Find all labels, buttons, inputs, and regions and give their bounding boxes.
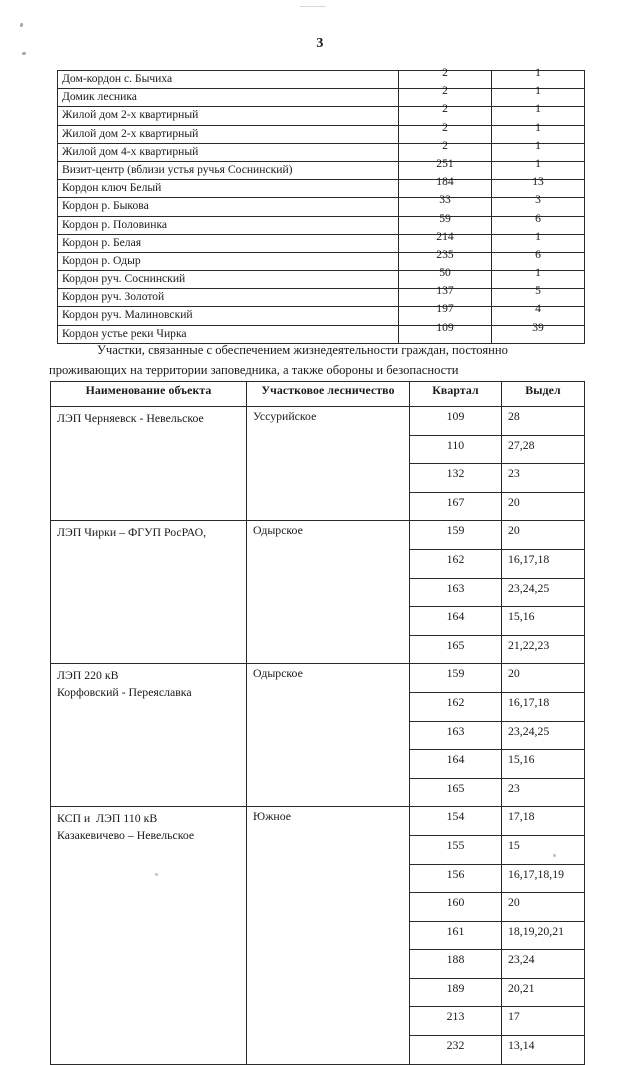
plot-cell: 23 bbox=[502, 464, 585, 493]
scan-edge-artifact bbox=[300, 6, 326, 7]
quarter-cell: 164 bbox=[410, 750, 502, 779]
quarter-cell: 163 bbox=[410, 578, 502, 607]
table-row bbox=[58, 125, 585, 143]
object-name-line: ЛЭП Чирки – ФГУП РосРАО, bbox=[57, 525, 207, 540]
quarter-cell: 189 bbox=[410, 978, 502, 1007]
table-row bbox=[51, 664, 585, 693]
cell-value: 1 bbox=[535, 84, 541, 98]
cell-value: 6 bbox=[535, 247, 541, 261]
facility-name-cell: Кордон р. Одыр bbox=[58, 252, 399, 270]
cell-value: 1 bbox=[535, 156, 541, 170]
table-row bbox=[58, 143, 585, 161]
table-row bbox=[58, 252, 585, 270]
table-row bbox=[58, 161, 585, 179]
quarter-cell: 110 bbox=[410, 435, 502, 464]
object-name-cell bbox=[51, 807, 247, 1064]
column-header-quarter: Квартал bbox=[410, 382, 502, 407]
table-row bbox=[51, 521, 585, 550]
object-name-cell bbox=[51, 521, 247, 664]
plot-cell: 20 bbox=[502, 664, 585, 693]
table-row bbox=[58, 180, 585, 198]
cell-value: 6 bbox=[535, 211, 541, 225]
quarter-cell: 161 bbox=[410, 921, 502, 950]
facilities-table bbox=[57, 66, 585, 344]
plot-cell: 23,24 bbox=[502, 950, 585, 979]
scan-speckle bbox=[19, 23, 23, 28]
cell-value: 4 bbox=[535, 302, 541, 316]
object-name-cell bbox=[51, 664, 247, 807]
table-row bbox=[58, 271, 585, 289]
facility-name-cell: Жилой дом 4-х квартирный bbox=[58, 143, 399, 161]
facility-name-cell: Кордон руч. Золотой bbox=[58, 289, 399, 307]
cell-value: 3 bbox=[535, 193, 541, 207]
plot-cell: 28 bbox=[502, 407, 585, 436]
column-header-forestry: Участковое лесничество bbox=[247, 382, 410, 407]
table-row bbox=[58, 234, 585, 252]
table-row bbox=[58, 307, 585, 325]
facility-name-cell: Кордон устье реки Чирка bbox=[58, 325, 399, 343]
plot-cell: 23 bbox=[502, 778, 585, 807]
cell-value: 1 bbox=[535, 266, 541, 280]
forestry-name-cell: Южное bbox=[247, 807, 410, 1064]
facility-name-cell: Кордон ключ Белый bbox=[58, 180, 399, 198]
utility-lines-table-body bbox=[51, 407, 585, 1065]
forestry-name-cell: Уссурийское bbox=[247, 407, 410, 521]
cell-value: 1 bbox=[535, 120, 541, 134]
facility-name-cell: Домик лесника bbox=[58, 89, 399, 107]
plot-cell: 15 bbox=[502, 835, 585, 864]
cell-value: 39 bbox=[532, 320, 544, 334]
object-name-cell bbox=[51, 407, 247, 521]
cell-value: 251 bbox=[436, 156, 454, 170]
plot-cell: 15,16 bbox=[502, 607, 585, 636]
cell-value: 1 bbox=[535, 229, 541, 243]
utility-lines-table-head bbox=[51, 382, 585, 407]
plot-cell: 20,21 bbox=[502, 978, 585, 1007]
facility-name-cell: Кордон р. Быкова bbox=[58, 198, 399, 216]
cell-value: 1 bbox=[535, 102, 541, 116]
quarter-cell: 155 bbox=[410, 835, 502, 864]
quarter-cell: 159 bbox=[410, 521, 502, 550]
cell-value: 50 bbox=[439, 266, 451, 280]
plot-cell: 27,28 bbox=[502, 435, 585, 464]
facility-name-cell: Кордон руч. Малиновский bbox=[58, 307, 399, 325]
facility-name-cell: Жилой дом 2-х квартирный bbox=[58, 125, 399, 143]
quarter-cell: 164 bbox=[410, 607, 502, 636]
plot-cell: 13,14 bbox=[502, 1036, 585, 1065]
quarter-cell: 165 bbox=[410, 635, 502, 664]
quarter-cell: 159 bbox=[410, 664, 502, 693]
cell-value: 2 bbox=[442, 120, 448, 134]
cell-value: 1 bbox=[535, 66, 541, 79]
object-name-line: ЛЭП Черняевск - Невельское bbox=[57, 411, 204, 425]
plot-cell: 16,17,18,19 bbox=[502, 864, 585, 893]
quarter-cell: 213 bbox=[410, 1007, 502, 1036]
facilities-table-body bbox=[58, 66, 585, 344]
cell-value: 184 bbox=[436, 175, 454, 189]
quarter-cell: 109 bbox=[410, 407, 502, 436]
quarter-cell: 162 bbox=[410, 549, 502, 578]
column-header-plot: Выдел bbox=[502, 382, 585, 407]
plot-cell: 23,24,25 bbox=[502, 578, 585, 607]
facility-name-cell: Дом-кордон с. Бычиха bbox=[58, 71, 399, 89]
object-name-line: ЛЭП 220 кВ bbox=[57, 668, 119, 683]
cell-value: 197 bbox=[436, 302, 454, 316]
table-row bbox=[51, 807, 585, 836]
cell-value: 33 bbox=[439, 193, 451, 207]
table-row bbox=[58, 71, 585, 89]
cell-value: 1 bbox=[535, 138, 541, 152]
cell-value: 137 bbox=[436, 284, 454, 298]
cell-value: 13 bbox=[532, 175, 544, 189]
table-row bbox=[58, 107, 585, 125]
object-name-line: КСП и ЛЭП 110 кВ bbox=[57, 811, 158, 826]
table-row bbox=[58, 216, 585, 234]
plot-cell: 20 bbox=[502, 492, 585, 521]
facility-name-cell: Кордон р. Белая bbox=[58, 234, 399, 252]
cell-value: 214 bbox=[436, 229, 454, 243]
facility-name-cell: Кордон руч. Соснинский bbox=[58, 271, 399, 289]
table-header-row bbox=[51, 382, 585, 407]
quarter-cell: 167 bbox=[410, 492, 502, 521]
facility-name-cell: Жилой дом 2-х квартирный bbox=[58, 107, 399, 125]
facility-name-cell: Визит-центр (вблизи устья ручья Соснинский) bbox=[58, 161, 399, 179]
plot-cell: 18,19,20,21 bbox=[502, 921, 585, 950]
cell-value: 109 bbox=[436, 320, 454, 334]
table-row bbox=[58, 289, 585, 307]
quarter-cell: 188 bbox=[410, 950, 502, 979]
cell-value: 59 bbox=[439, 211, 451, 225]
cell-value: 2 bbox=[442, 138, 448, 152]
quarter-cell: 156 bbox=[410, 864, 502, 893]
cell-value: 5 bbox=[535, 284, 541, 298]
intro-line-1: Участки, связанные с обеспечением жизнедеятельности граждан, постоянно bbox=[97, 343, 508, 357]
page-number: 3 bbox=[316, 36, 324, 51]
intro-line-2: проживающих на территории заповедника, а также обороны и безопасности bbox=[49, 363, 459, 378]
quarter-cell: 163 bbox=[410, 721, 502, 750]
plot-cell: 15,16 bbox=[502, 750, 585, 779]
forestry-name-cell: Одырское bbox=[247, 521, 410, 664]
plot-cell: 20 bbox=[502, 521, 585, 550]
object-name-line: Казакевичево – Невельское bbox=[57, 828, 195, 843]
quarter-cell: 132 bbox=[410, 464, 502, 493]
cell-value: 2 bbox=[442, 84, 448, 98]
quarter-cell: 154 bbox=[410, 807, 502, 836]
utility-lines-table bbox=[50, 381, 585, 1065]
table-row bbox=[58, 89, 585, 107]
plot-cell: 16,17,18 bbox=[502, 549, 585, 578]
scan-speckle bbox=[22, 52, 27, 56]
forestry-name-cell: Одырское bbox=[247, 664, 410, 807]
plot-cell: 17,18 bbox=[502, 807, 585, 836]
quarter-cell: 165 bbox=[410, 778, 502, 807]
facility-name-cell: Кордон р. Половинка bbox=[58, 216, 399, 234]
plot-cell: 17 bbox=[502, 1007, 585, 1036]
quarter-cell: 162 bbox=[410, 692, 502, 721]
object-name-line: Корфовский - Переяславка bbox=[57, 685, 192, 700]
quarter-cell: 160 bbox=[410, 893, 502, 922]
plot-cell: 16,17,18 bbox=[502, 692, 585, 721]
cell-value: 235 bbox=[436, 247, 454, 261]
section-intro-paragraph bbox=[49, 340, 589, 381]
table-row bbox=[58, 198, 585, 216]
plot-cell: 23,24,25 bbox=[502, 721, 585, 750]
plot-cell: 20 bbox=[502, 893, 585, 922]
table-row bbox=[51, 407, 585, 436]
column-header-object: Наименование объекта bbox=[51, 382, 247, 407]
cell-value: 2 bbox=[442, 102, 448, 116]
cell-value: 2 bbox=[442, 66, 448, 79]
quarter-cell: 232 bbox=[410, 1036, 502, 1065]
plot-cell: 21,22,23 bbox=[502, 635, 585, 664]
